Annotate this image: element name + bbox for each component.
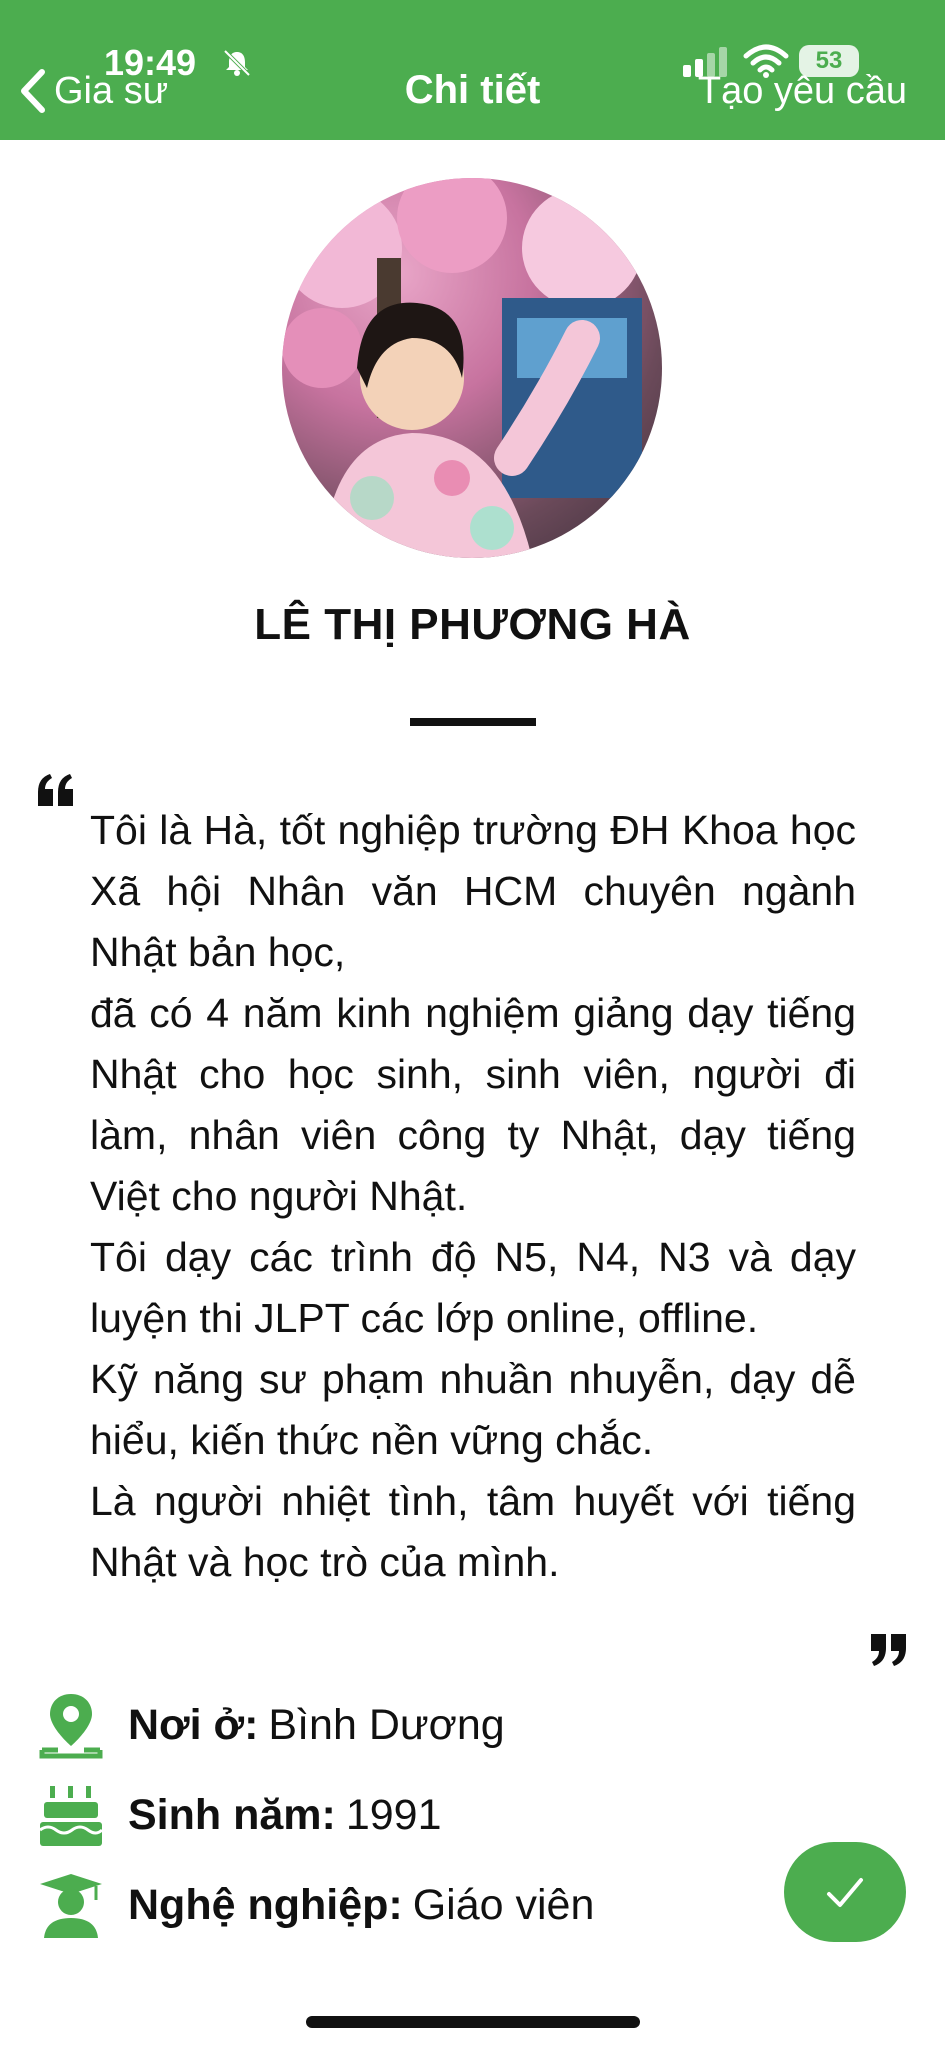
birthday-cake-icon [36, 1780, 106, 1850]
battery-indicator: 53 [799, 45, 859, 77]
avatar-photo [282, 178, 662, 558]
confirm-fab-button[interactable] [784, 1842, 906, 1942]
status-time: 19:49 [104, 42, 197, 83]
tutor-avatar [282, 178, 662, 558]
page-title: Chi tiết [404, 68, 541, 112]
check-icon [823, 1870, 867, 1914]
info-label: Nơi ở: [128, 1700, 259, 1749]
bio-paragraph: đã có 4 năm kinh nghiệm giảng dạy tiếng Nhật cho học sinh, sinh viên, người đi làm, nhân viên công ty Nhật, dạy tiếng Việt cho người Nhật. [90, 990, 856, 1219]
info-value: Giáo viên [412, 1880, 595, 1929]
info-row-residence [36, 1690, 505, 1760]
tutor-name: LÊ THỊ PHƯƠNG HÀ [254, 600, 691, 649]
info-label: Nghệ nghiệp: [128, 1880, 403, 1929]
bio-paragraph: Kỹ năng sư phạm nhuần nhuyễn, dạy dễ hiểu, kiến thức nền vững chắc. [90, 1356, 856, 1463]
name-divider [410, 718, 536, 726]
info-label: Sinh năm: [128, 1790, 336, 1839]
quote-open-icon [36, 772, 76, 808]
info-value: Bình Dương [268, 1700, 505, 1749]
location-pin-icon [36, 1690, 106, 1760]
info-row-birth-year [36, 1780, 442, 1850]
quote-close-icon [868, 1632, 908, 1668]
bio-paragraph: Là người nhiệt tình, tâm huyết với tiếng Nhật và học trò của mình. [90, 1478, 856, 1585]
bio-paragraph: Tôi là Hà, tốt nghiệp trường ĐH Khoa học Xã hội Nhân văn HCM chuyên ngành Nhật bản học, [90, 807, 856, 975]
info-value: 1991 [345, 1790, 442, 1839]
app-header [0, 0, 945, 140]
back-label: Gia sư [54, 69, 169, 112]
info-row-occupation [36, 1870, 594, 1940]
bio-paragraph: Tôi dạy các trình độ N5, N4, N3 và dạy luyện thi JLPT các lớp online, offline. [90, 1234, 856, 1341]
home-indicator[interactable] [306, 2016, 640, 2028]
teacher-icon [36, 1870, 106, 1940]
tutor-bio [90, 800, 856, 1593]
create-request-button[interactable]: Tạo yêu cầu [697, 70, 907, 112]
